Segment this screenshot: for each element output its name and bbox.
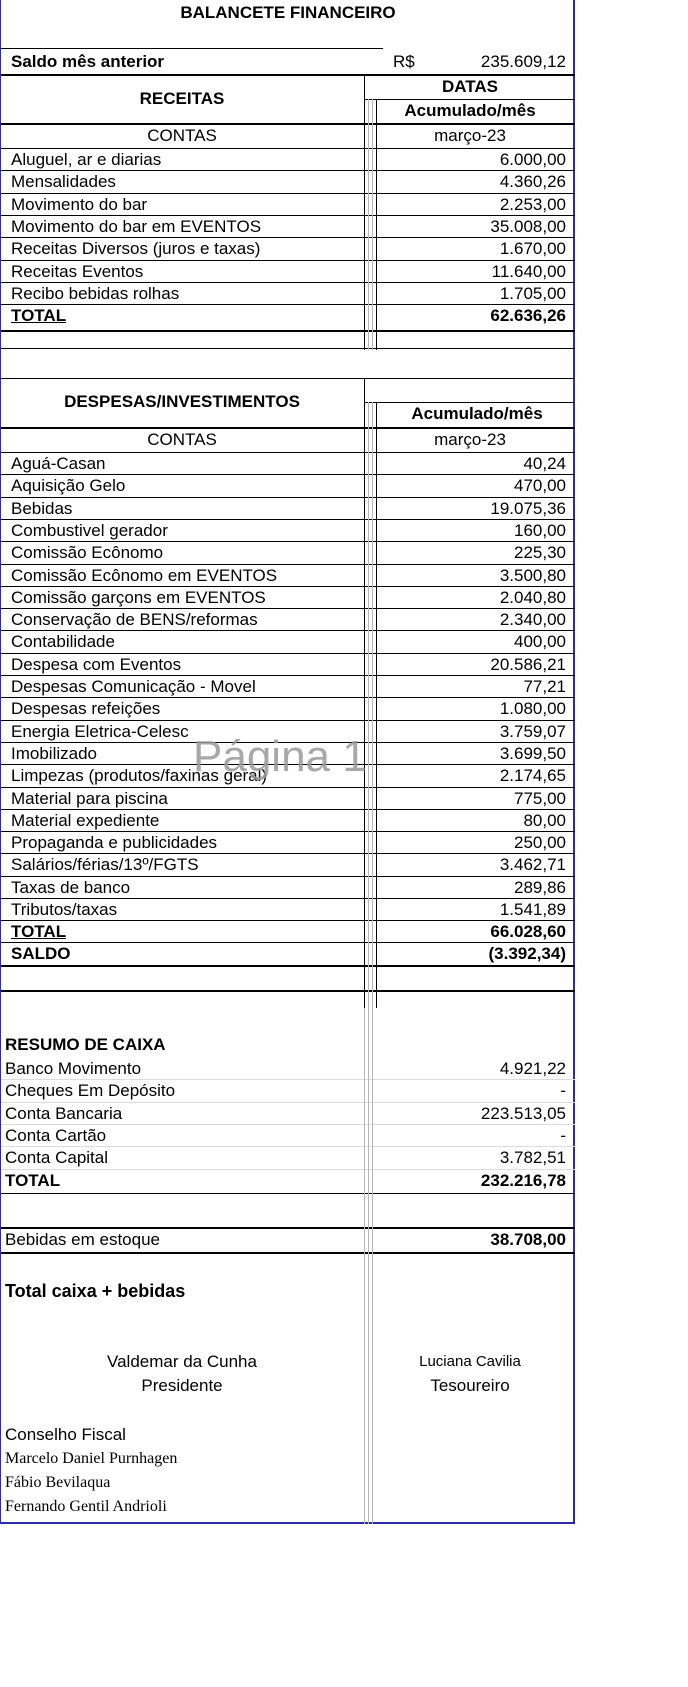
page-watermark: Página 1 <box>193 732 367 781</box>
conselho-member-row <box>1 1471 575 1495</box>
despesa-row-label: Material para piscina <box>11 788 168 808</box>
despesa-row-label: Material expediente <box>11 810 160 830</box>
estoque-label: Bebidas em estoque <box>5 1230 160 1249</box>
receita-row <box>1 170 575 192</box>
despesa-row <box>1 898 575 920</box>
total-caixa-bebidas-label: Total caixa + bebidas <box>5 1281 186 1301</box>
resumo-row-value: 4.921,22 <box>499 1059 566 1078</box>
despesa-row-label: Combustivel gerador <box>11 520 168 540</box>
despesa-row-label: Energia Eletrica-Celesc <box>11 721 189 741</box>
despesa-row-value: 77,21 <box>523 677 566 696</box>
despesa-row <box>1 564 575 586</box>
despesa-row-label: Despesas Comunicação - Movel <box>11 677 256 696</box>
despesa-row-value: 1.080,00 <box>499 699 566 719</box>
despesa-row <box>1 497 575 519</box>
despesas-total-row-value: 66.028,60 <box>490 922 566 942</box>
despesa-row-value: 3.462,71 <box>499 855 566 875</box>
saldo-row-value: (3.392,34) <box>488 944 566 964</box>
despesa-row-value: 289,86 <box>514 877 566 897</box>
despesa-row <box>1 675 575 697</box>
estoque-row <box>1 1228 575 1252</box>
despesa-row-label: Aguá-Casan <box>11 454 106 473</box>
presidente-name: Valdemar da Cunha <box>107 1352 257 1371</box>
despesa-row <box>1 809 575 831</box>
receita-row-label: Aluguel, ar e diarias <box>11 150 162 169</box>
receita-row-value: 35.008,00 <box>490 216 566 236</box>
signature-titles-row <box>1 1374 575 1398</box>
despesa-row-label: Comissão Ecônomo <box>11 543 164 563</box>
despesa-row-label: Taxas de banco <box>11 877 131 897</box>
despesas-contas-row <box>1 428 575 452</box>
receita-row-value: 4.360,26 <box>499 172 566 192</box>
despesa-row-label: Aquisição Gelo <box>11 476 126 496</box>
receita-row-label: Receitas Eventos <box>11 261 144 281</box>
despesas-mes-label: março-23 <box>434 430 506 449</box>
despesa-row <box>1 630 575 652</box>
despesa-row-value: 2.174,65 <box>499 766 566 786</box>
tesoureiro-title: Tesoureiro <box>430 1376 510 1395</box>
resumo-total-value: 232.216,78 <box>480 1170 566 1190</box>
despesa-row <box>1 876 575 898</box>
despesa-row-value: 80,00 <box>523 810 566 830</box>
resumo-row-label: Conta Cartão <box>5 1125 107 1145</box>
resumo-row-label: Conta Bancaria <box>5 1103 123 1123</box>
despesa-row-value: 2.340,00 <box>499 610 566 630</box>
despesa-row-label: Despesa com Eventos <box>11 654 182 674</box>
resumo-total-label: TOTAL <box>5 1170 61 1190</box>
signature-names-row <box>1 1350 575 1374</box>
saldo-row-label: SALDO <box>11 944 71 964</box>
receita-row <box>1 215 575 237</box>
despesa-row <box>1 787 575 809</box>
resumo-row <box>1 1124 575 1146</box>
receita-row-value: 1.670,00 <box>499 239 566 259</box>
despesa-row-value: 3.759,07 <box>499 721 566 741</box>
receitas-total-row <box>1 304 575 328</box>
receita-row-label: Movimento do bar em EVENTOS <box>11 216 262 236</box>
despesas-acumulado-header: Acumulado/mês <box>411 404 543 423</box>
resumo-row-value: - <box>560 1125 566 1145</box>
saldo-anterior-row <box>1 50 575 74</box>
despesa-row <box>1 653 575 675</box>
resumo-row-value: 223.513,05 <box>480 1103 566 1123</box>
resumo-title: RESUMO DE CAIXA <box>5 1035 166 1054</box>
despesa-row-value: 160,00 <box>514 520 566 540</box>
despesa-row-label: Salários/férias/13º/FGTS <box>11 855 199 875</box>
receita-row-label: Receitas Diversos (juros e taxas) <box>11 239 261 259</box>
conselho-member-2: Fábio Bevilaqua <box>5 1474 111 1491</box>
despesa-row-value: 3.500,80 <box>499 565 566 585</box>
despesa-row-label: Tributos/taxas <box>11 900 118 919</box>
conselho-title: Conselho Fiscal <box>5 1425 126 1444</box>
conselho-member-3: Fernando Gentil Andrioli <box>5 1498 167 1515</box>
despesa-row-label: Imobilizado <box>11 743 97 763</box>
resumo-row <box>1 1057 575 1079</box>
receitas-contas-label: CONTAS <box>147 126 217 145</box>
receita-row-label: Movimento do bar <box>11 194 148 214</box>
receita-row <box>1 260 575 282</box>
despesa-row <box>1 474 575 496</box>
despesa-row <box>1 697 575 719</box>
receita-row <box>1 148 575 170</box>
resumo-row <box>1 1079 575 1101</box>
despesa-row-label: Comissão garçons em EVENTOS <box>11 587 266 607</box>
resumo-total-row <box>1 1169 575 1193</box>
despesa-row-label: Comissão Ecônomo em EVENTOS <box>11 565 278 585</box>
despesas-title: DESPESAS/INVESTIMENTOS <box>64 392 300 411</box>
receitas-total-label: TOTAL <box>11 306 67 326</box>
receita-row-value: 2.253,00 <box>499 194 566 214</box>
resumo-row-label: Cheques Em Depósito <box>5 1081 176 1101</box>
saldo-anterior-value: 235.609,12 <box>480 52 566 71</box>
receita-row-value: 11.640,00 <box>491 261 566 281</box>
receita-row-value: 1.705,00 <box>499 283 566 303</box>
despesa-row-value: 20.586,21 <box>490 654 566 674</box>
receita-row-value: 6.000,00 <box>499 150 566 169</box>
despesa-row-value: 3.699,50 <box>499 743 566 763</box>
receita-row-label: Mensalidades <box>11 172 116 192</box>
conselho-header-row <box>1 1423 575 1447</box>
receita-row <box>1 193 575 215</box>
conselho-member-row <box>1 1495 575 1519</box>
despesa-row-value: 400,00 <box>514 632 566 652</box>
despesa-row <box>1 452 575 474</box>
despesa-row-label: Conservação de BENS/reformas <box>11 610 258 630</box>
despesa-row-value: 1.541,89 <box>499 900 566 919</box>
despesa-row <box>1 586 575 608</box>
title-row <box>1 0 575 26</box>
saldo-anterior-label: Saldo mês anterior <box>11 52 165 71</box>
total-caixa-bebidas-row <box>1 1278 575 1304</box>
receita-row <box>1 237 575 259</box>
resumo-row-value: 3.782,51 <box>499 1148 566 1168</box>
presidente-title: Presidente <box>141 1376 223 1395</box>
receitas-acumulado-header: Acumulado/mês <box>404 101 536 120</box>
receita-row-label: Recibo bebidas rolhas <box>11 283 180 303</box>
despesa-row-value: 250,00 <box>514 833 566 853</box>
conselho-member-1: Marcelo Daniel Purnhagen <box>5 1450 178 1467</box>
datas-header: DATAS <box>441 77 499 96</box>
despesa-row-label: Despesas refeições <box>11 699 161 719</box>
page-title: BALANCETE FINANCEIRO <box>180 3 396 22</box>
resumo-row-label: Conta Capital <box>5 1148 109 1168</box>
despesa-row <box>1 541 575 563</box>
despesa-row-label: Limpezas (produtos/faxinas geral) <box>11 766 268 786</box>
despesa-row-label: Propaganda e publicidades <box>11 833 218 853</box>
despesa-row <box>1 853 575 875</box>
tesoureiro-name: Luciana Cavilia <box>419 1353 521 1370</box>
resumo-header-row <box>1 1033 575 1057</box>
despesa-row-value: 19.075,36 <box>490 498 566 518</box>
resumo-row <box>1 1146 575 1168</box>
resumo-row-label: Banco Movimento <box>5 1059 142 1078</box>
despesa-row-label: Contabilidade <box>11 632 115 652</box>
despesa-row-value: 470,00 <box>514 476 566 496</box>
resumo-row-value: - <box>560 1081 566 1101</box>
receitas-title: RECEITAS <box>139 89 225 108</box>
despesa-row <box>1 831 575 853</box>
despesas-contas-label: CONTAS <box>147 430 217 449</box>
receitas-mes-label: março-23 <box>434 126 506 145</box>
despesa-row-value: 40,24 <box>523 454 566 473</box>
despesa-row <box>1 519 575 541</box>
despesa-row-value: 775,00 <box>514 788 566 808</box>
saldo-anterior-currency: R$ <box>393 52 415 71</box>
despesa-row-value: 2.040,80 <box>499 587 566 607</box>
despesa-row-value: 225,30 <box>514 543 566 563</box>
receitas-total-value: 62.636,26 <box>490 306 566 326</box>
despesas-total-row-label: TOTAL <box>11 922 67 942</box>
estoque-value: 38.708,00 <box>490 1230 566 1249</box>
saldo-row <box>1 942 575 964</box>
receita-row <box>1 282 575 304</box>
despesa-row <box>1 608 575 630</box>
despesas-total-row <box>1 920 575 942</box>
resumo-row <box>1 1102 575 1124</box>
despesa-row-label: Bebidas <box>11 498 73 518</box>
conselho-member-row <box>1 1447 575 1471</box>
receitas-contas-row <box>1 124 575 148</box>
